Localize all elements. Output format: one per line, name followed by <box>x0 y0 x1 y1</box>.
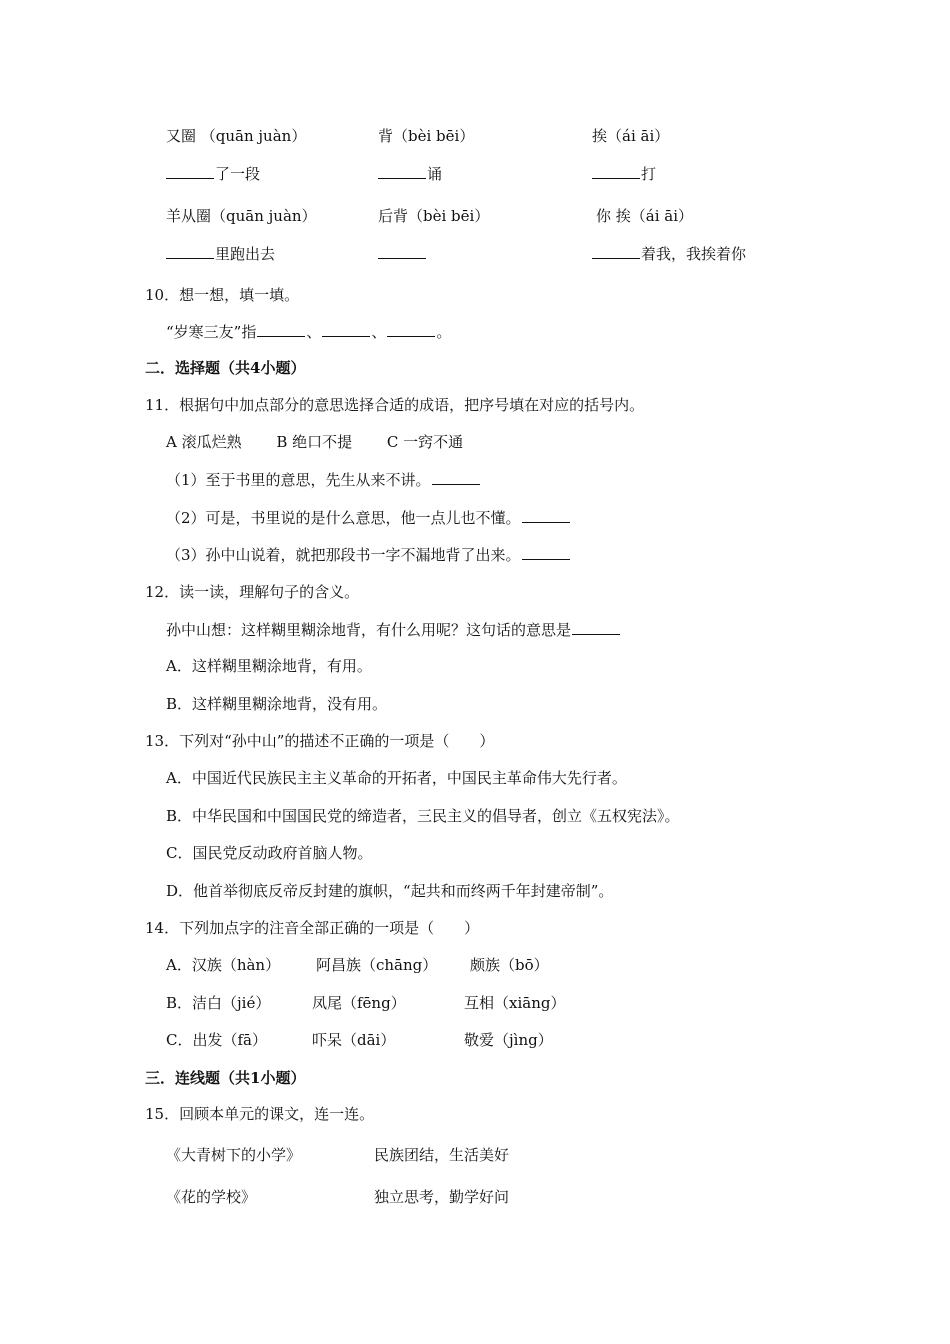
q11-options: A 滚瓜烂熟 B 绝口不提 C 一窍不通 <box>166 433 464 451</box>
answer-blank[interactable] <box>387 322 435 337</box>
q12-option-a[interactable]: A．这样糊里糊涂地背，有用。 <box>166 657 372 675</box>
answer-blank[interactable] <box>378 164 426 179</box>
q9-r2-c1: 了一段 <box>166 163 260 185</box>
q9-r2-c2: 诵 <box>378 163 442 185</box>
answer-blank[interactable] <box>322 322 370 337</box>
q10-prompt-line: “岁寒三友”指 、 、 。 <box>166 323 452 341</box>
q9-r3-c3: 你 挨（ái āi） <box>596 207 694 225</box>
q11-title: 11．根据句中加点部分的意思选择合适的成语，把序号填在对应的括号内。 <box>145 396 645 414</box>
q15-title: 15．回顾本单元的课文，连一连。 <box>145 1105 375 1123</box>
q13-option-c[interactable]: C．国民党反动政府首脑人物。 <box>166 844 373 862</box>
q14-b-2: 凤尾（fēng） <box>312 994 406 1012</box>
q14-a-1[interactable]: A．汉族（hàn） <box>166 956 281 974</box>
q11-item-3: （3）孙中山说着，就把那段书一字不漏地背了出来。 <box>166 544 571 566</box>
answer-blank[interactable] <box>592 244 640 259</box>
answer-blank[interactable] <box>166 244 214 259</box>
q14-a-3: 颇族（bō） <box>470 956 549 974</box>
q14-b-3: 互相（xiāng） <box>464 994 566 1012</box>
q9-r4-c2 <box>378 243 427 265</box>
answer-blank[interactable] <box>432 470 480 485</box>
q9-r1-c1: 又圈 （quān juàn） <box>166 127 307 145</box>
q9-r4-c3: 着我，我挨着你 <box>592 243 746 265</box>
q9-r1-c2: 背（bèi bēi） <box>378 127 475 145</box>
q14-c-2: 吓呆（dāi） <box>312 1031 396 1049</box>
q11-item-2: （2）可是，书里说的是什么意思，他一点儿也不懂。 <box>166 507 571 529</box>
answer-blank[interactable] <box>592 164 640 179</box>
answer-blank[interactable] <box>166 164 214 179</box>
section-2-heading: 二．选择题（共4小题） <box>145 359 306 377</box>
q9-r1-c3: 挨（ái āi） <box>592 127 670 145</box>
q13-option-b[interactable]: B．中华民国和中国国民党的缔造者，三民主义的倡导者，创立《五权宪法》。 <box>166 807 680 825</box>
answer-blank[interactable] <box>522 508 570 523</box>
q9-r2-c3: 打 <box>592 163 656 185</box>
answer-blank[interactable] <box>522 545 570 560</box>
q9-r3-c1: 羊从圈（quān juàn） <box>166 207 317 225</box>
q12-option-b[interactable]: B．这样糊里糊涂地背，没有用。 <box>166 695 388 713</box>
q13-option-a[interactable]: A．中国近代民族民主主义革命的开拓者，中国民主革命伟大先行者。 <box>166 769 627 787</box>
q14-title: 14．下列加点字的注音全部正确的一项是（ ） <box>145 919 480 937</box>
q14-b-1[interactable]: B．洁白（jié） <box>166 994 271 1012</box>
section-3-heading: 三．连线题（共1小题） <box>145 1069 306 1087</box>
q12-stem: 孙中山想：这样糊里糊涂地背，有什么用呢？这句话的意思是 <box>166 619 621 641</box>
q15-left-1[interactable]: 《大青树下的小学》 <box>166 1146 302 1164</box>
q9-r3-c2: 后背（bèi bēi） <box>378 207 490 225</box>
answer-blank[interactable] <box>378 244 426 259</box>
answer-blank[interactable] <box>257 322 305 337</box>
q15-right-1[interactable]: 民族团结，生活美好 <box>374 1146 510 1164</box>
q15-left-2[interactable]: 《花的学校》 <box>166 1188 257 1206</box>
q14-a-2: 阿昌族（chāng） <box>316 956 438 974</box>
q10-title: 10．想一想，填一填。 <box>145 286 300 304</box>
q11-item-1: （1）至于书里的意思，先生从来不讲。 <box>166 469 481 491</box>
q13-title: 13．下列对“孙中山”的描述不正确的一项是（ ） <box>145 732 495 750</box>
q15-right-2[interactable]: 独立思考，勤学好问 <box>374 1188 510 1206</box>
q9-r4-c1: 里跑出去 <box>166 243 275 265</box>
answer-blank[interactable] <box>572 620 620 635</box>
q14-c-3: 敬爱（jìng） <box>464 1031 553 1049</box>
q13-option-d[interactable]: D．他首举彻底反帝反封建的旗帜，“起共和而终两千年封建帝制”。 <box>166 882 614 900</box>
q14-c-1[interactable]: C．出发（fā） <box>166 1031 267 1049</box>
q12-title: 12．读一读，理解句子的含义。 <box>145 583 360 601</box>
